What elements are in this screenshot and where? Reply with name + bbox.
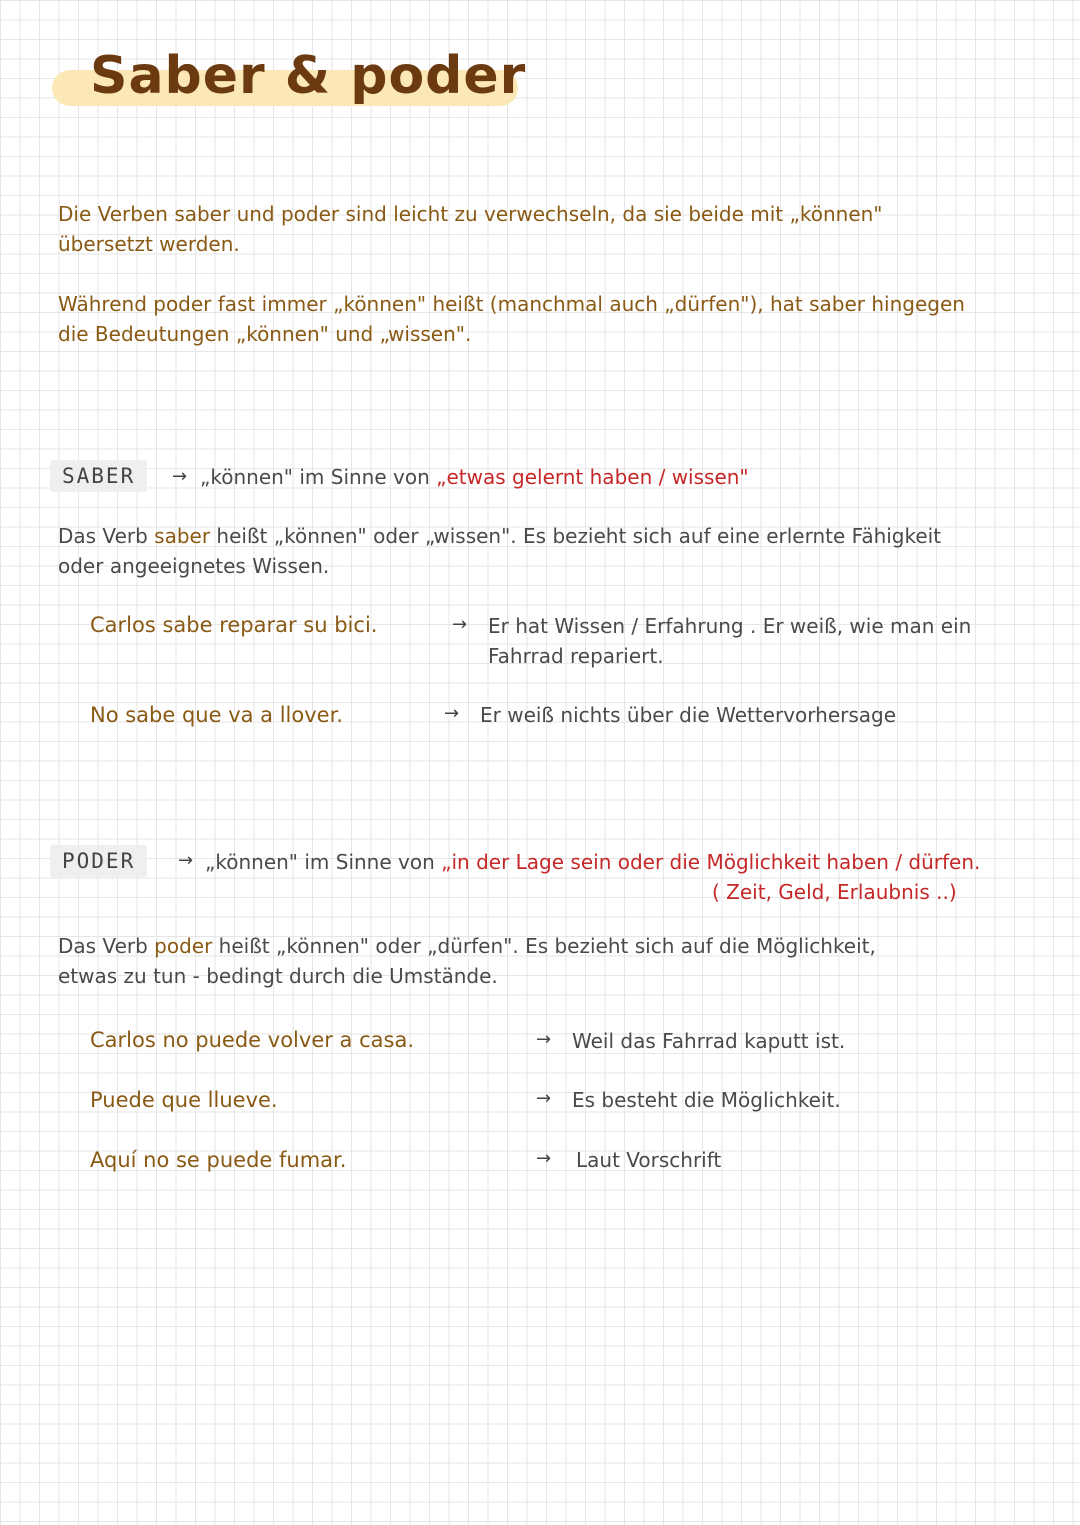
poder-example-3-de: Laut Vorschrift [576, 1148, 722, 1172]
saber-def-red: „etwas gelernt haben / wissen" [436, 465, 749, 489]
intro-p2-text-e: hingegen [871, 292, 965, 316]
saber-desc-line2: oder angeeignetes Wissen. [58, 554, 330, 578]
intro-p2-text-a: Während [58, 292, 147, 316]
intro-p2-text-c: fast immer „können" heißt (manchmal auch „dürfen"), hat [217, 292, 803, 316]
intro-p1-line2: übersetzt werden. [58, 232, 240, 256]
poder-example-1-de: Weil das Fahrrad kaputt ist. [572, 1029, 846, 1053]
poder-example-1-es: Carlos no puede volver a casa. [90, 1028, 414, 1052]
poder-definition [205, 847, 980, 877]
poder-example-3-arrow-icon: → [536, 1148, 552, 1169]
saber-def-black: „können" im Sinne von [200, 465, 430, 489]
saber-example-2-es: No sabe que va a llover. [90, 703, 343, 727]
saber-example-2-de: Er weiß nichts über die Wettervorhersage [480, 703, 897, 727]
saber-example-1-de-line1: Er hat Wissen / Erfahrung . Er weiß, wie man ein [488, 614, 972, 638]
page-title: Saber & poder [90, 46, 527, 106]
intro-p1-line1 [58, 199, 883, 229]
poder-label: PODER [50, 845, 147, 877]
saber-example-1-arrow-icon: → [452, 614, 468, 635]
poder-def-black: „können" im Sinne von [205, 850, 435, 874]
poder-desc-line2: etwas zu tun - bedingt durch die Umstände. [58, 964, 498, 988]
poder-desc-c: heißt „können" oder „dürfen". Es bezieht sich auf die Möglichkeit, [218, 934, 876, 958]
intro-p1-verb-poder: poder [280, 202, 340, 226]
saber-arrow-icon: → [172, 466, 188, 487]
saber-desc-line1 [58, 521, 941, 551]
poder-desc-line1 [58, 931, 876, 961]
poder-example-2-de: Es besteht die Möglichkeit. [572, 1088, 841, 1112]
intro-p1-text-c: und [236, 202, 275, 226]
poder-arrow-icon: → [178, 850, 194, 871]
saber-definition [200, 462, 749, 492]
intro-p1-verb-saber: saber [174, 202, 231, 226]
saber-label: SABER [50, 460, 147, 492]
intro-p2-line1 [58, 289, 965, 319]
poder-desc-a: Das Verb [58, 934, 148, 958]
saber-desc-a: Das Verb [58, 524, 148, 548]
poder-example-2-es: Puede que llueve. [90, 1088, 278, 1112]
poder-def-red-line2: ( Zeit, Geld, Erlaubnis ..) [712, 880, 957, 904]
saber-desc-verb: saber [154, 524, 211, 548]
saber-example-2-arrow-icon: → [444, 703, 460, 724]
saber-desc-c: heißt „können" oder „wissen". Es bezieht sich auf eine erlernte Fähigkeit [216, 524, 942, 548]
poder-desc-verb: poder [154, 934, 213, 958]
poder-def-red: „in der Lage sein oder die Möglichkeit haben / dürfen. [441, 850, 981, 874]
intro-p2-verb-saber: saber [809, 292, 866, 316]
saber-example-1-es: Carlos sabe reparar su bici. [90, 613, 378, 637]
saber-example-1-de-line2: Fahrrad repariert. [488, 644, 664, 668]
intro-p2-line2: die Bedeutungen „können" und „wissen". [58, 322, 472, 346]
poder-example-3-es: Aquí no se puede fumar. [90, 1148, 347, 1172]
intro-p2-verb-poder: poder [153, 292, 212, 316]
poder-example-1-arrow-icon: → [536, 1029, 552, 1050]
poder-example-2-arrow-icon: → [536, 1088, 552, 1109]
intro-p1-text-a: Die Verben [58, 202, 168, 226]
intro-p1-text-e: sind leicht zu verwechseln, da sie beide mit „können" [345, 202, 883, 226]
